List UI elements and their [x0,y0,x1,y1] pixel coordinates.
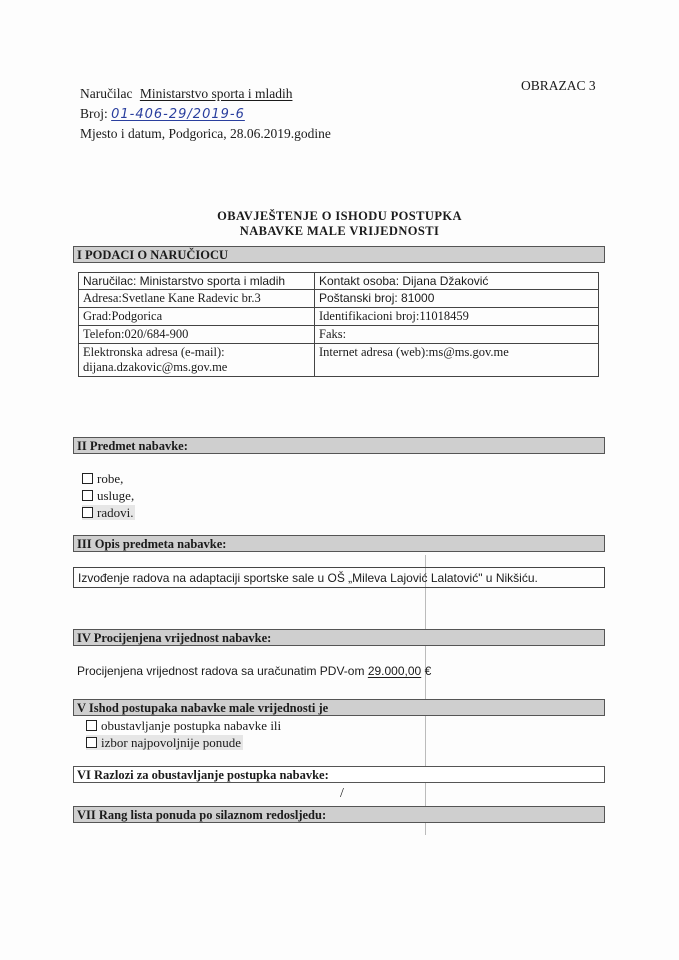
narucilac-info-table [78,272,599,377]
mjesto-datum: Mjesto i datum, Podgorica, 28.06.2019.godine [80,126,331,141]
narucilac-line [80,86,292,102]
option-usluge[interactable] [82,487,135,504]
broj-label: Broj: [80,106,108,121]
checkbox-icon[interactable] [82,507,93,518]
value-text: Procijenjena vrijednost radova sa uračunatim PDV-om [77,664,365,678]
postanski-broj-cell: Poštanski broj: 81000 [315,290,599,308]
email-cell [79,344,315,377]
narucilac-value: Ministarstvo sporta i mladih [139,86,293,101]
section-4-heading: IV Procijenjena vrijednost nabavke: [73,629,605,646]
adresa-cell: Adresa:Svetlane Kane Radevic br.3 [79,290,315,308]
grad-cell: Grad:Podgorica [79,308,315,326]
opis-description-box: Izvođenje radova na adaptaciji sportske sale u OŠ „Mileva Lajović Lalatović" u Nikšiću. [73,567,605,588]
checkbox-icon[interactable] [82,473,93,484]
currency-symbol: € [424,664,432,678]
faks-cell: Faks: [315,326,599,344]
table-row [79,290,599,308]
option-izbor[interactable] [86,734,281,751]
value-amount: 29.000,00 [367,664,422,678]
telefon-cell: Telefon:020/684-900 [79,326,315,344]
broj-handwritten-value: 01-406-29/2019-6 [111,107,245,122]
selected-highlight [82,505,135,520]
checkbox-icon[interactable] [82,490,93,501]
section-7-heading: VII Rang lista ponuda po silaznom redosljedu: [73,806,605,823]
narucilac-cell: Naručilac: Ministarstvo sporta i mladih [79,273,315,290]
option-label: radovi. [97,505,134,520]
option-label: robe, [97,471,124,486]
section-2-heading: II Predmet nabavke: [73,437,605,454]
checkbox-icon[interactable] [86,737,97,748]
section-1-heading: I PODACI O NARUČIOCU [73,246,605,263]
document-title-line2: NABAVKE MALE VRIJEDNOSTI [239,224,440,238]
option-label: izbor najpovoljnije ponude [101,735,242,750]
procijenjena-vrijednost-line [77,664,431,678]
option-robe[interactable] [82,470,135,487]
checkbox-icon[interactable] [86,720,97,731]
broj-line [80,106,245,122]
option-label: obustavljanje postupka nabavke ili [101,718,282,733]
selected-highlight [86,735,243,750]
table-row [79,344,599,377]
kontakt-osoba-cell: Kontakt osoba: Dijana Džaković [315,273,599,290]
table-row [79,273,599,290]
ishod-options [86,717,281,751]
form-code: OBRAZAC 3 [521,78,596,93]
option-radovi[interactable] [82,504,135,521]
email-label: Elektronska adresa (e-mail): [83,345,225,359]
section-5-heading: V Ishod postupaka nabavke male vrijednosti je [73,699,605,716]
table-row [79,326,599,344]
document-title-line1: OBAVJEŠTENJE O ISHODU POSTUPKA [217,209,462,223]
option-label: usluge, [97,488,135,503]
table-row [79,308,599,326]
section-6-slash-mark: / [340,786,344,801]
scan-fold-line [425,555,426,835]
section-6-heading: VI Razlozi za obustavljanje postupka nabavke: [73,766,605,783]
narucilac-label: Naručilac [80,86,133,101]
section-3-heading: III Opis predmeta nabavke: [73,535,605,552]
email-value: dijana.dzakovic@ms.gov.me [83,360,228,374]
option-obustavljanje[interactable] [86,717,281,734]
web-cell: Internet adresa (web):ms@ms.gov.me [315,344,599,377]
predmet-options [82,470,135,521]
identifikacioni-broj-cell: Identifikacioni broj:11018459 [315,308,599,326]
